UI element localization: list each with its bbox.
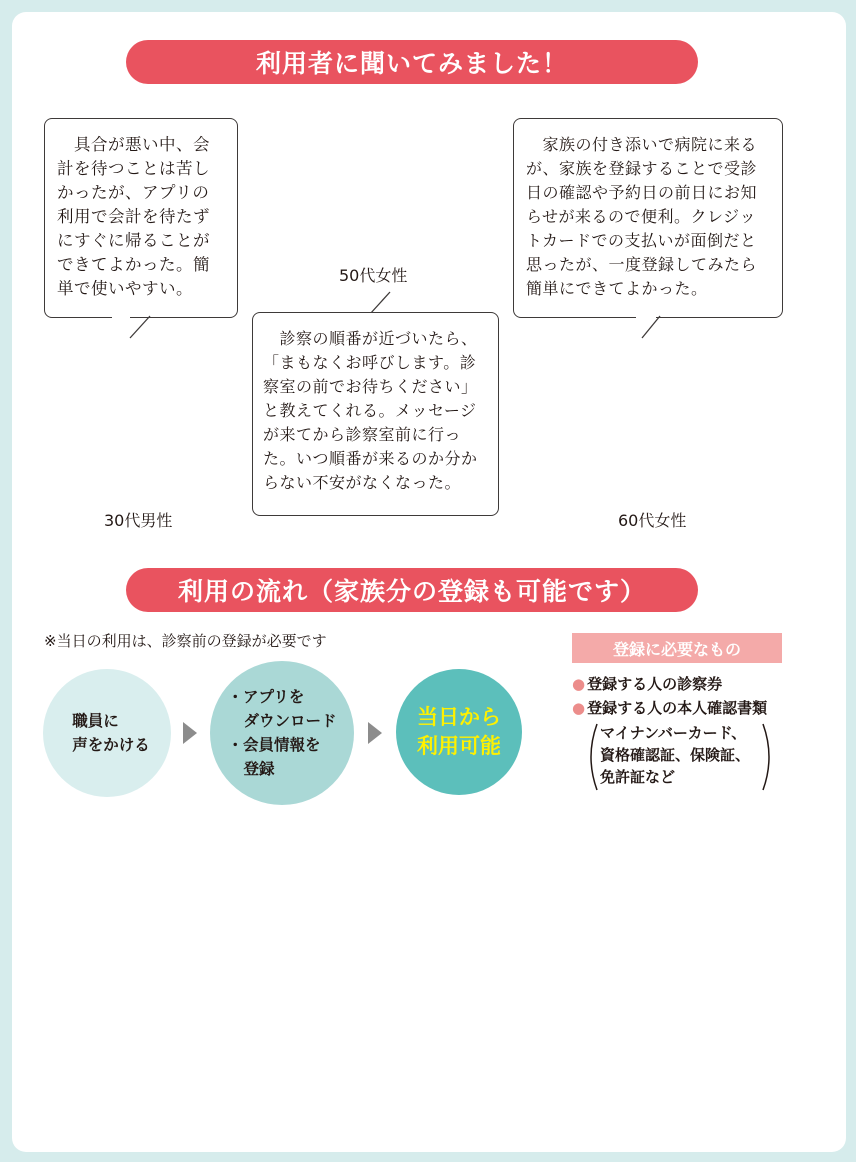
requirement-item-2 — [572, 697, 767, 718]
flow-step-2-line-4: 登録 — [243, 760, 275, 778]
notice-text: ※当日の利用は、診察前の登録が必要です — [44, 632, 327, 650]
speaker-label-2: 50代女性 — [339, 266, 408, 285]
speaker-label-1: 30代男性 — [104, 511, 173, 530]
left-paren-icon — [584, 722, 600, 792]
comment-bubble-3: 家族の付き添いで病院に来る が、家族を登録することで受診 日の確認や予約日の前日にお知 らせが来るので便利。クレジッ トカードでの支払いが面倒だと 思ったが、一度登録してみたら 簡単にできてよかった。 — [513, 118, 783, 318]
requirement-item-1 — [572, 673, 722, 694]
comment-bubble-2: 診察の順番が近づいたら、 「まもなくお呼びします。診 察室の前でお待ちください」 と教えてくれる。メッセージ が来てから診察室前に行っ た。いつ順番が来るのか分か らない不安がなくなった。 — [252, 312, 499, 516]
requirements-header: 登録に必要なもの — [572, 633, 782, 663]
bubble-tail-3 — [636, 316, 676, 342]
bullet-dot-icon: ● — [572, 699, 586, 717]
requirement-item-1-text: 登録する人の診察券 — [587, 675, 723, 693]
flow-step-2 — [210, 661, 354, 805]
bullet-dot-icon: ● — [572, 675, 586, 693]
requirement-detail: マイナンバーカード、 資格確認証、保険証、 免許証など — [600, 724, 751, 786]
comment-bubble-1: 具合が悪い中、会 計を待つことは苦し かったが、アプリの 利用で会計を待たず にすぐに帰ることが できてよかった。簡 単で使いやすい。 — [44, 118, 238, 318]
speaker-label-3: 60代女性 — [618, 511, 687, 530]
bubble-tail-1 — [112, 316, 172, 342]
section-title-flow: 利用の流れ（家族分の登録も可能です） — [126, 568, 698, 612]
flow-step-3: 当日から 利用可能 — [396, 669, 522, 795]
flow-step-1: 職員に 声をかける — [43, 669, 171, 797]
flow-step-2-line-3: ・会員情報を — [227, 736, 321, 754]
right-paren-icon — [760, 722, 776, 792]
flow-arrow-icon-2 — [368, 722, 382, 744]
flow-arrow-icon-1 — [183, 722, 197, 744]
section-title-feedback: 利用者に聞いてみました！ — [126, 40, 698, 84]
flow-step-2-line-1: ・アプリを — [227, 688, 305, 706]
flow-step-2-line-2: ダウンロード — [243, 712, 337, 730]
requirement-item-2-text: 登録する人の本人確認書類 — [587, 699, 768, 717]
